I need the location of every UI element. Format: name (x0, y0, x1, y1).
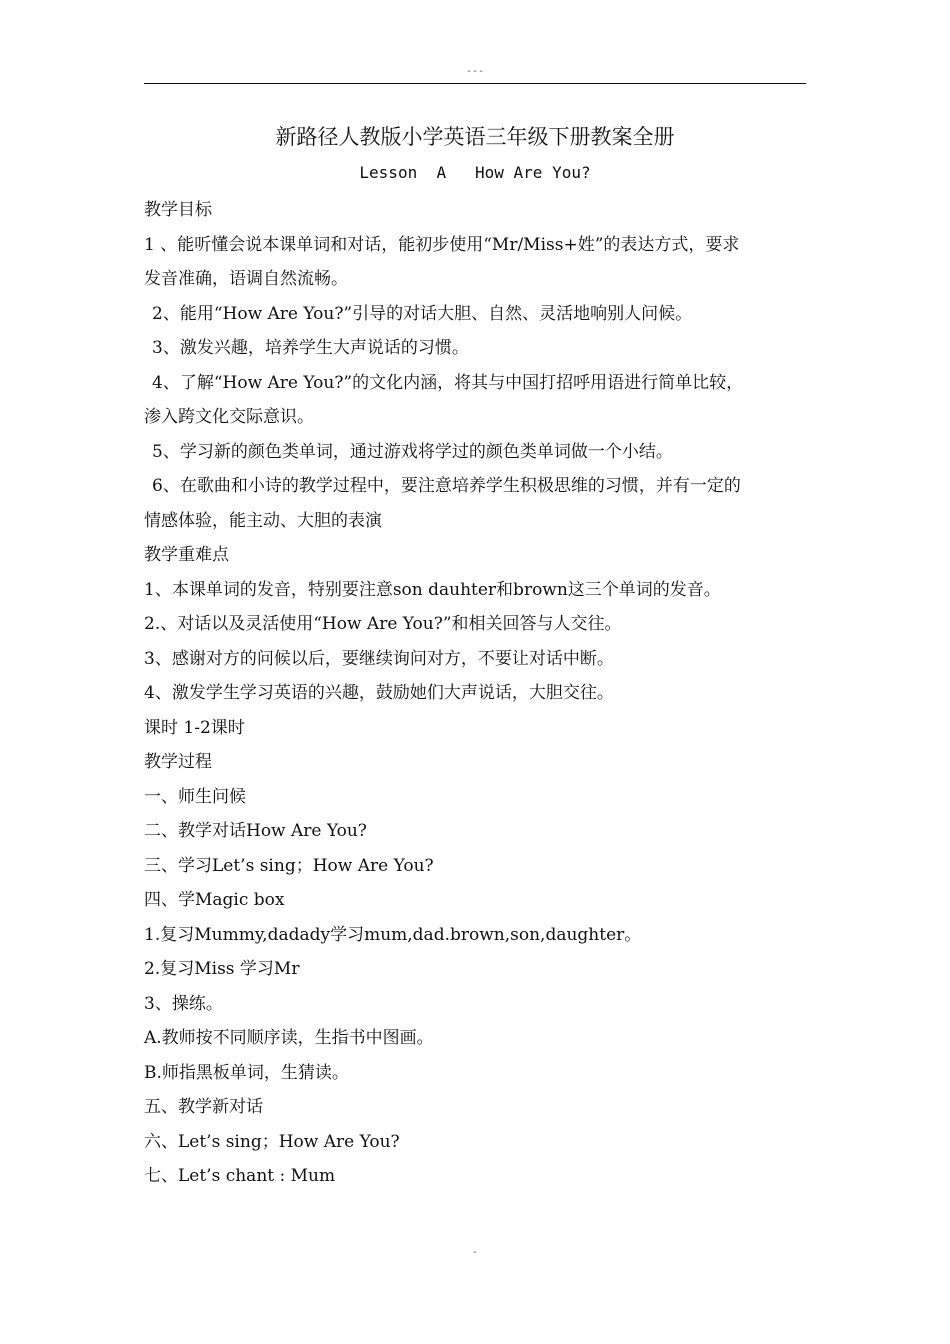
footer-mark: - (471, 1247, 479, 1258)
body-line: 三、学习Let’s sing；How Are You? (144, 855, 434, 876)
body-line: 教学目标 (144, 200, 212, 220)
lesson-subtitle: Lesson A How Are You? (359, 163, 591, 182)
document-title: 新路径人教版小学英语三年级下册教案全册 (275, 125, 675, 149)
body-line: 发音准确，语调自然流畅。 (144, 269, 348, 289)
document-body (144, 193, 810, 1194)
body-line: 2.复习Miss 学习Mr (144, 959, 300, 979)
section-heading: 教学过程 (144, 752, 212, 772)
body-line: 七、Let’s chant : Mum (144, 1166, 336, 1186)
body-line: A.教师按不同顺序读，生指书中图画。 (144, 1028, 434, 1048)
body-line: 3、感谢对方的问候以后，要继续询问对方，不要让对话中断。 (144, 648, 614, 669)
header-mark: --- (465, 66, 485, 77)
body-line: 1、本课单词的发音，特别要注意son dauhter和brown这三个单词的发音。 (144, 579, 721, 600)
body-line: 渗入跨文化交际意识。 (144, 407, 314, 427)
body-line: 2、能用“How Are You?”引导的对话大胆、自然、灵活地响别人问候。 (152, 303, 693, 324)
body-line: 一、师生问候 (144, 786, 246, 807)
body-line: 五、教学新对话 (144, 1097, 263, 1117)
body-line: 1.复习Mummy,dadady学习mum,dad.brown,son,daughter。 (144, 924, 642, 945)
body-line: 3、激发兴趣，培养学生大声说话的习惯。 (152, 338, 469, 358)
body-line: 情感体验，能主动、大胆的表演 (144, 510, 382, 531)
body-line: 4、了解“How Are You?”的文化内涵，将其与中国打招呼用语进行简单比较， (152, 372, 744, 393)
body-line: 六、Let’s sing；How Are You? (144, 1131, 400, 1152)
body-line: 二、教学对话How Are You? (144, 821, 367, 841)
body-line: 5、学习新的颜色类单词，通过游戏将学过的颜色类单词做一个小结。 (152, 441, 673, 462)
body-line: 2.、对话以及灵活使用“How Are You?”和相关回答与人交往。 (144, 614, 622, 634)
body-line: B.师指黑板单词，生猜读。 (144, 1062, 349, 1083)
body-line: 4、激发学生学习英语的兴趣，鼓励她们大声说话，大胆交往。 (144, 683, 614, 703)
body-line: 四、学Magic box (144, 890, 285, 910)
header-rule (144, 83, 806, 84)
body-line: 3、操练。 (144, 993, 223, 1014)
body-line: 1 、能听懂会说本课单词和对话，能初步使用“Mr/Miss+姓”的表达方式，要求 (144, 234, 740, 255)
body-line: 6、在歌曲和小诗的教学过程中，要注意培养学生积极思维的习惯，并有一定的 (152, 476, 741, 496)
body-line: 课时 1-2课时 (144, 717, 245, 738)
section-heading: 教学重难点 (144, 545, 229, 565)
